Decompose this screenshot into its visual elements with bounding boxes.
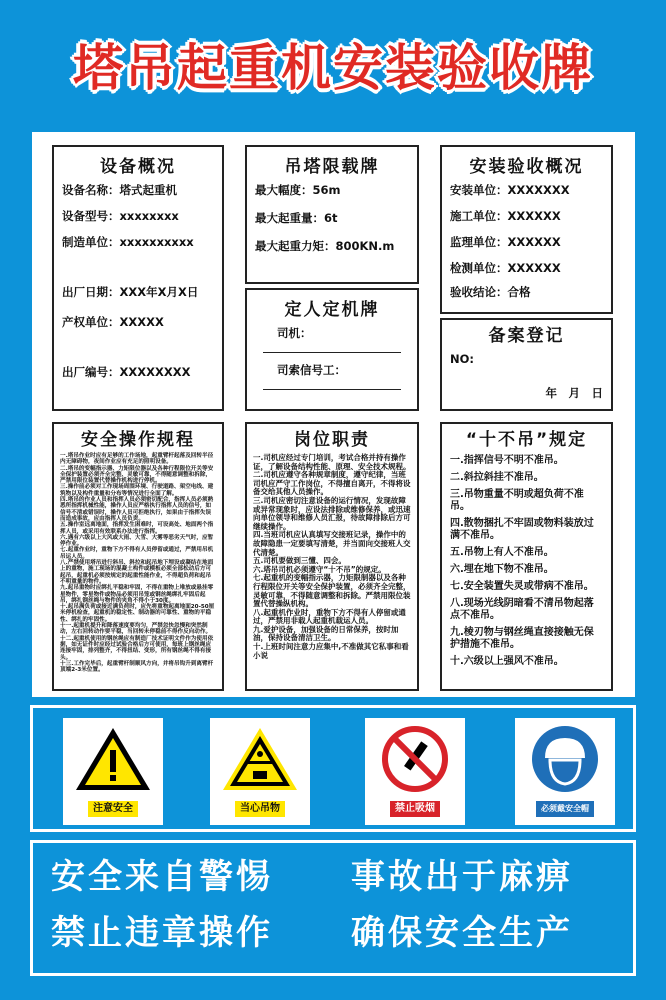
list-item: 九.棱刃物与钢丝绳直接接触无保护措施不准吊。	[450, 627, 594, 650]
list-item: 二.塔吊的变幅指示器、力矩限位器以及各种行程限位开关等安全保护装置必须齐全完整、灵敏可靠，不得随意调整和拆除，严禁用限位装置代替操作机构进行停机。	[60, 465, 214, 485]
slogan-2: 事故出于麻痹	[351, 857, 573, 897]
sign-card-hanging-load	[210, 718, 310, 825]
list-item: 十二.起重机使用的钢丝绳应有制造厂技术证明文件作为使用依据，如无证件时应经过试验合格后方可使用，每班上钢丝绳应连接牢固，排列整齐，不得扭结、变形，所有钢丝绳不得有接头。	[60, 635, 214, 661]
load-limit-box	[245, 145, 419, 284]
sign-label: 禁止吸烟	[390, 801, 440, 817]
duty-heading: 岗位职责	[294, 430, 370, 450]
hanging-load-warning-icon	[220, 724, 300, 794]
list-item: 五.操作室远离地面，指挥发生困难时，可设高处、地面两个指挥人员，或采用有效联系办法进行指挥。	[60, 522, 214, 535]
list-item: 七.起重作业时，重物下方不得有人员停留或通过，严禁用吊机吊运人员。	[60, 547, 214, 560]
ten-no-heading: “十不吊”规定	[465, 430, 588, 450]
ten-no-list	[450, 455, 603, 668]
construction-unit: 施工单位：XXXXXX	[450, 209, 561, 223]
record-heading: 备案登记	[488, 326, 565, 346]
load-heading: 吊塔限载牌	[284, 157, 380, 177]
equipment-owner: 产权单位：XXXXX	[62, 315, 164, 329]
acceptance-heading: 安装验收概况	[469, 157, 584, 177]
safety-rules-box	[52, 422, 224, 691]
list-item: 八.起重机作业时，重物下方不得有人停留或通过，严禁用非载人起重机载运人员。	[253, 607, 406, 626]
list-item: 四.当班司机应认真填写交接班记录，操作中的故障隐患一定要填写清楚，并当面向交接班人交代清楚。	[253, 530, 411, 557]
list-item: 三.吊物重量不明或超负荷不准吊。	[450, 489, 584, 512]
driver-label: 司机：	[277, 326, 312, 340]
ten-no-box	[440, 422, 613, 691]
list-item: 一.塔吊作业时应有足够的工作场地，起重臂杆起落及回转半径内无障碍物，夜间作业应有充足的照明设备。	[60, 453, 214, 466]
equipment-heading: 设备概况	[100, 157, 176, 177]
list-item: 一.指挥信号不明不准吊。	[450, 455, 564, 466]
safety-signs-band	[30, 705, 636, 832]
list-item: 九.起吊重物时应绑扎平稳和牢固，不得在重物上堆放或悬挂零星物件，零星物件或物品必须用吊笼或钢丝绳绑扎牢固后起吊，绑扎钢丝绳与物件的夹角不得小于30度。	[60, 585, 214, 604]
safety-heading: 安全操作规程	[81, 430, 195, 450]
install-unit: 安装单位：XXXXXXX	[450, 183, 570, 197]
safety-rules-list	[60, 453, 216, 673]
list-item: 八.严禁使用塔吊进行斜吊、斜拉和起吊地下埋设或凝结在地面上的重物，施工现场的混凝土构件或模板必须全部松动后方可起吊，起重机必须按规定的起重性能作业，不得超负荷和起吊不明重量的物件。	[60, 560, 214, 585]
equipment-name: 设备名称：塔式起重机	[62, 183, 177, 197]
list-item: 九.爱护设备，加强设备的日常保养，按时加油，保持设备清洁卫生。	[253, 624, 399, 643]
list-item: 五.吊物上有人不准吊。	[450, 547, 554, 558]
list-item: 六.遇有六级以上大风或大雨、大雪、大雾等恶劣天气时，应暂停作业。	[60, 534, 214, 548]
sign-card-hard-hat	[515, 718, 615, 825]
signal-label: 司索信号工：	[277, 363, 346, 377]
list-item: 三.操作前必须对工作现场周围环境、行驶道路、架空电线、建筑物以及构件重量和分布等情况进行全面了解。	[60, 484, 214, 497]
slogan-band	[30, 840, 636, 976]
conclusion: 验收结论：合格	[450, 285, 531, 299]
duty-box	[245, 422, 419, 691]
equipment-box	[52, 145, 224, 411]
acceptance-box	[440, 145, 613, 314]
max-moment: 最大起重力矩：800KN.m	[255, 239, 395, 253]
record-box	[440, 318, 613, 411]
list-item: 六.埋在地下物不准吊。	[450, 564, 554, 575]
list-item: 五.司机要做到三懂、四会。	[253, 556, 346, 566]
slogan-4: 确保安全生产	[351, 913, 573, 953]
record-no: NO:	[450, 352, 474, 366]
list-item: 六.塔吊司机必须遵守“十不吊”的规定。	[253, 564, 386, 574]
equipment-maker: 制造单位：xxxxxxxxxx	[62, 235, 194, 249]
max-radius: 最大幅度：56m	[255, 183, 341, 197]
list-item: 二.斜拉斜挂不准吊。	[450, 472, 544, 483]
supervision-unit: 监理单位：XXXXXX	[450, 235, 561, 249]
sign-label: 当心吊物	[235, 801, 285, 817]
list-item: 七.起重机的变幅指示器，力矩限制器以及各种行程限位开关等安全保护装置，必须齐全完整，灵敏可靠，不得随意调整和拆除。严禁用限位装置代替操纵机构。	[253, 573, 411, 609]
list-item: 八.现场光线阴暗看不清吊物起落点不准吊。	[450, 598, 594, 621]
inspection-unit: 检测单位：XXXXXX	[450, 261, 561, 275]
operator-heading: 定人定机牌	[284, 300, 380, 320]
sign-card-caution	[63, 718, 163, 825]
equipment-model: 设备型号：xxxxxxxx	[62, 209, 179, 223]
sign-label: 必须戴安全帽	[536, 801, 594, 817]
list-item: 三.司机应密切注意设备的运行情况，发现故障或异常现象时，应设法排除或维修保养，或迅速向单位领导和维修人员汇报，待故障排除后方可继续操作。	[253, 495, 411, 531]
hard-hat-icon	[525, 724, 605, 794]
list-item: 四.散物捆扎不牢固或物料装放过满不准吊。	[450, 518, 594, 541]
signal-line	[263, 389, 401, 390]
equipment-serial: 出厂编号：XXXXXXXX	[62, 365, 191, 379]
page-title: 塔吊起重机安装验收牌	[73, 39, 593, 97]
list-item: 四.塔吊的作业人员和指挥人员必须密切配合，指挥人员必须熟悉所指挥机械性能，操作人员应严格执行指挥人员的信号，如信号不清或错误时，操作人员可拒绝执行，如果由于指挥失误而造成事故，应由指挥人员负责。	[60, 497, 214, 522]
list-item: 一.司机应经过专门培训，考试合格并持有操作证，了解设备结构性能、原理、安全技术规程。	[253, 453, 411, 471]
list-item: 七.安全装置失灵或带病不准吊。	[450, 581, 594, 592]
list-item: 十一.起重机提升和降落速度要均匀，严禁忽快忽慢和突然制动，左右回转动作要平稳，当回转未停稳前不得作反向动作。	[60, 623, 212, 636]
no-smoking-icon	[375, 724, 455, 794]
record-date: 年 月 日	[545, 386, 603, 400]
list-item: 二.司机应遵守各种规章制度，遵守纪律，当班司机应严守工作岗位，不得擅自离开，不得将设备交给其他人员操作。	[253, 470, 411, 497]
duty-list	[253, 454, 411, 660]
slogan-1: 安全来自警惕	[51, 857, 273, 897]
list-item: 十.六级以上强风不准吊。	[450, 656, 564, 667]
driver-line	[263, 352, 401, 353]
list-item: 十.上班时间注意力应集中,不准做其它私事和看小说	[253, 642, 409, 660]
list-item: 十三.工作完毕后，起重臂杆制顺风方向，并将吊钩升到离臂杆顶端2-3米位置。	[60, 660, 214, 674]
equipment-date: 出厂日期：XXX年X月X日	[62, 285, 199, 299]
warning-exclamation-icon	[73, 724, 153, 794]
list-item: 十.起吊满负荷或接近满负荷时，应先将重物起离地面20-50厘米停机检查，起重机的稳定性、制动器的可靠性、重物的平稳性、绑扎的牢固性。	[60, 604, 215, 623]
sign-label: 注意安全	[88, 801, 138, 817]
slogan-3: 禁止违章操作	[51, 913, 273, 953]
max-load: 最大起重量：6t	[255, 211, 338, 225]
sign-card-no-smoking	[365, 718, 465, 825]
operator-box	[245, 288, 419, 411]
